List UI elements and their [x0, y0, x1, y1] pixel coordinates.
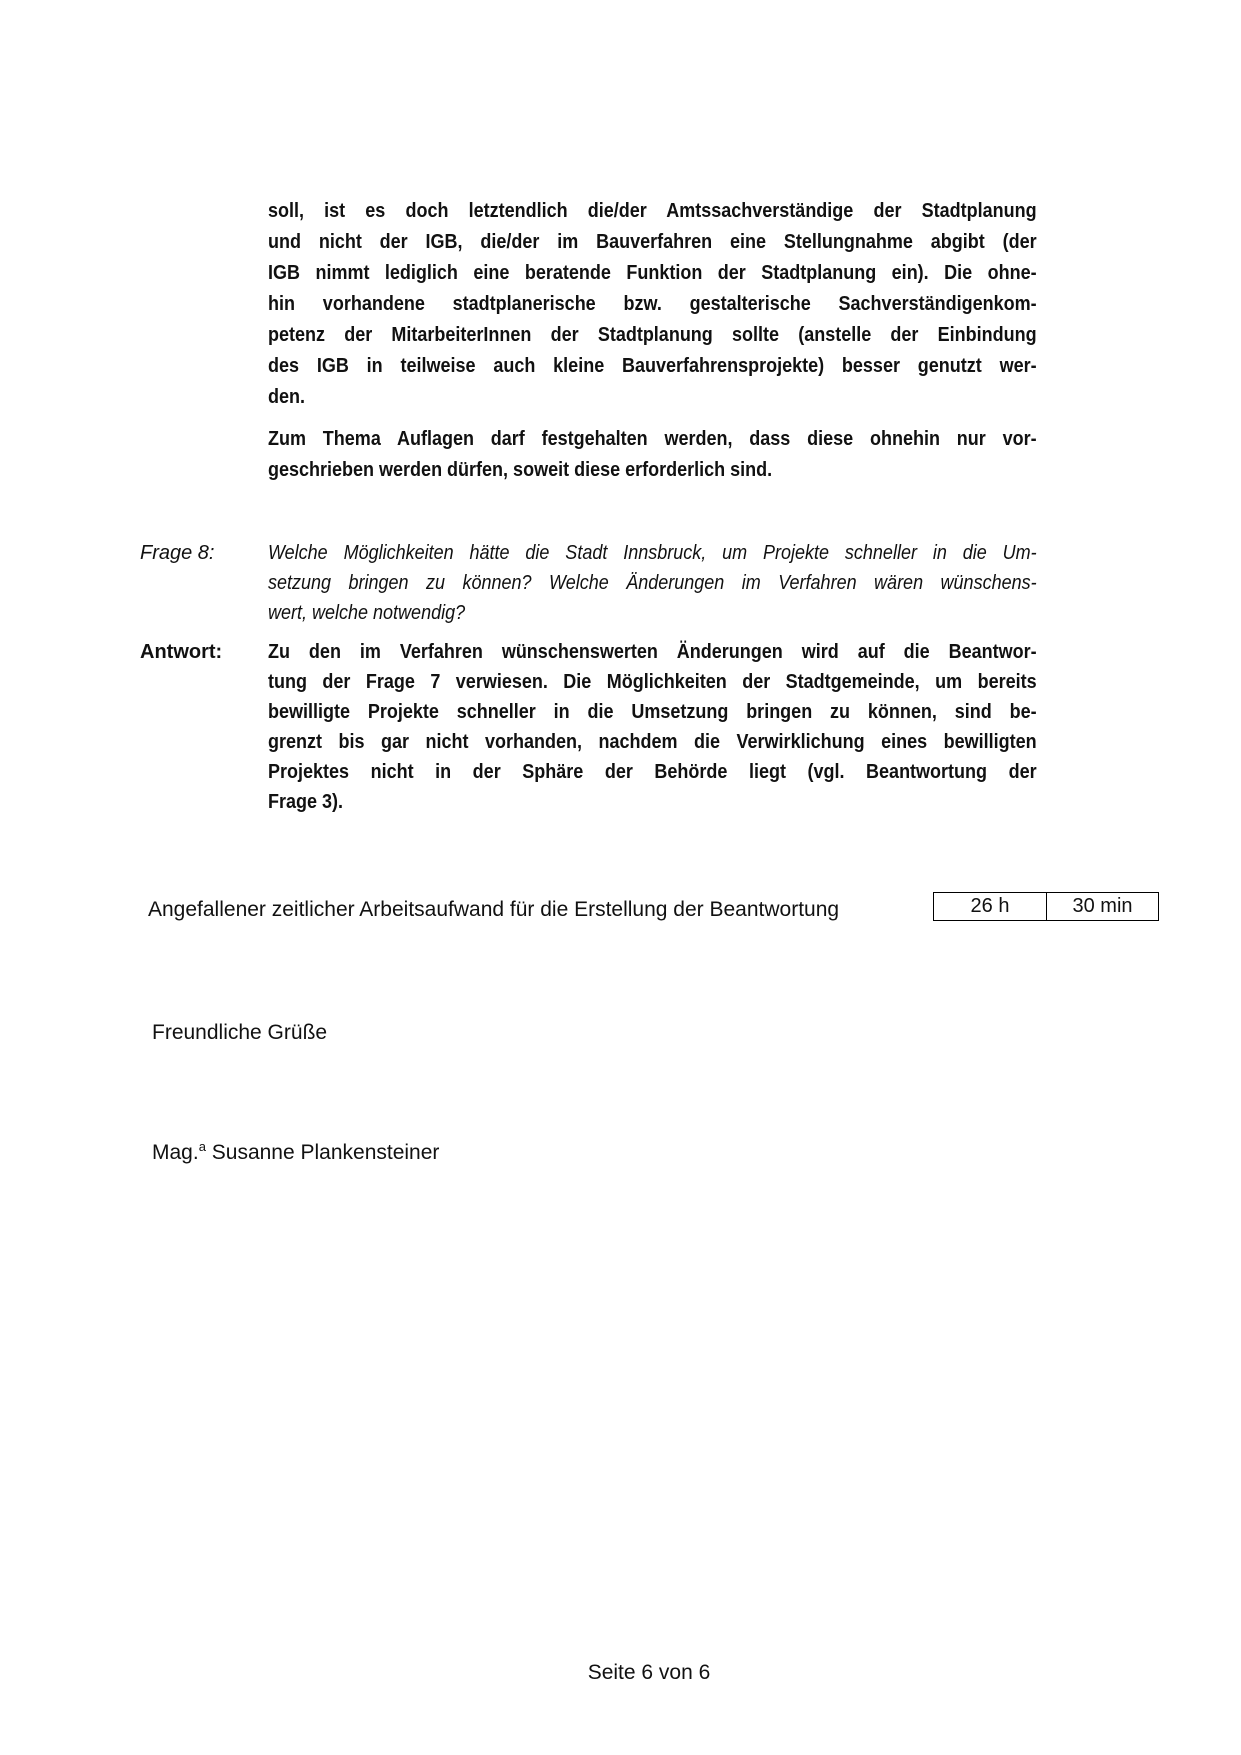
paragraph-line: IGB nimmt lediglich eine beratende Funktion der Stadtplanung ein). Die ohne-	[268, 262, 1037, 284]
antwort-line: Frage 3).	[268, 791, 344, 813]
signature-name	[152, 1139, 439, 1167]
signature-fullname: Susanne Plankensteiner	[205, 1141, 440, 1164]
paragraph-line: soll, ist es doch letztendlich die/der Amtssachverständige der Stadtplanung	[268, 200, 1037, 222]
paragraph-line: Zum Thema Auflagen darf festgehalten werden, dass diese ohnehin nur vor-	[268, 428, 1037, 450]
frage-line: wert, welche notwendig?	[268, 602, 466, 624]
paragraph-auflagen	[268, 424, 1122, 486]
antwort-line: tung der Frage 7 verwiesen. Die Möglichkeiten der Stadtgemeinde, um bereits	[268, 671, 1037, 693]
paragraph-line: und nicht der IGB, die/der im Bauverfahren eine Stellungnahme abgibt (der	[268, 231, 1037, 253]
frage-text	[268, 538, 1122, 628]
frage-line: setzung bringen zu können? Welche Änderungen im Verfahren wären wünschens-	[268, 572, 1037, 594]
paragraph-line: hin vorhandene stadtplanerische bzw. gestalterische Sachverständigenkom-	[268, 293, 1037, 315]
closing-greeting: Freundliche Grüße	[152, 1021, 328, 1044]
antwort-line: grenzt bis gar nicht vorhanden, nachdem die Verwirklichung eines bewilligten	[268, 731, 1037, 753]
signature-superscript: a	[198, 1139, 206, 1154]
antwort-line: bewilligte Projekte schneller in die Umsetzung bringen zu können, sind be-	[268, 701, 1037, 723]
paragraph-continuation	[268, 196, 1122, 413]
aufwand-hours-cell: 26 h	[934, 893, 1047, 920]
paragraph-line: den.	[268, 386, 306, 408]
antwort-text	[268, 637, 1122, 817]
aufwand-label: Angefallener zeitlicher Arbeitsaufwand für die Erstellung der Beantwortung	[148, 898, 840, 921]
antwort-line: Projektes nicht in der Sphäre der Behörde liegt (vgl. Beantwortung der	[268, 761, 1037, 783]
signature-prefix: Mag.	[152, 1141, 199, 1164]
antwort-line: Zu den im Verfahren wünschenswerten Änderungen wird auf die Beantwor-	[268, 641, 1037, 663]
paragraph-line: petenz der MitarbeiterInnen der Stadtplanung sollte (anstelle der Einbindung	[268, 324, 1037, 346]
paragraph-line: geschrieben werden dürfen, soweit diese erforderlich sind.	[268, 459, 773, 481]
aufwand-minutes-cell: 30 min	[1072, 895, 1133, 917]
frage-line: Welche Möglichkeiten hätte die Stadt Innsbruck, um Projekte schneller in die Um-	[268, 542, 1037, 564]
paragraph-line: des IGB in teilweise auch kleine Bauverfahrensprojekte) besser genutzt wer-	[268, 355, 1037, 377]
aufwand-table	[933, 892, 1159, 921]
frage-label: Frage 8:	[140, 542, 215, 564]
page-number-footer: Seite 6 von 6	[587, 1661, 711, 1684]
antwort-label: Antwort:	[140, 641, 223, 663]
